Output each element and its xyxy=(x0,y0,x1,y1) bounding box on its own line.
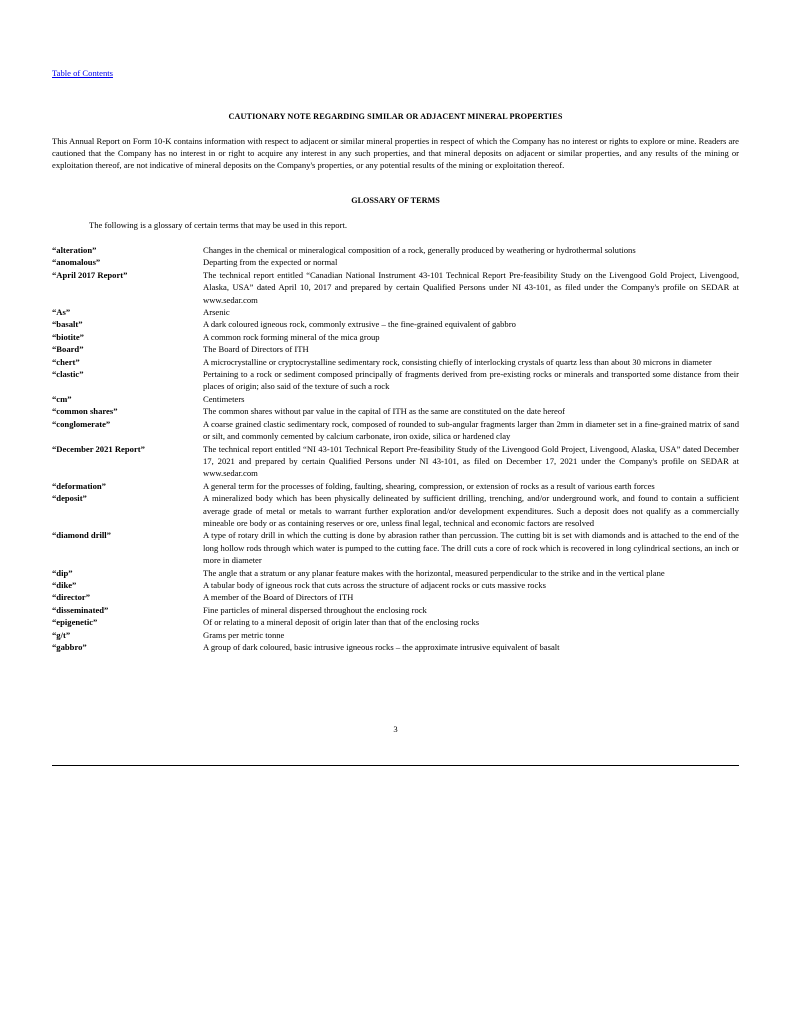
glossary-row xyxy=(52,443,739,480)
table-of-contents-link[interactable]: Table of Contents xyxy=(52,68,113,78)
glossary-definition: A dark coloured igneous rock, commonly extrusive – the fine-grained equivalent of gabbro xyxy=(203,319,516,330)
glossary-term: “diamond drill” xyxy=(52,530,111,541)
glossary-definition: A general term for the processes of folding, faulting, shearing, compression, or extension of rocks as a result of various earth forces xyxy=(203,480,655,491)
glossary-term: “Board” xyxy=(52,344,84,355)
glossary-term: “chert” xyxy=(52,356,80,367)
glossary-row xyxy=(52,616,739,628)
glossary-term: “dike” xyxy=(52,579,77,590)
glossary-term: “April 2017 Report” xyxy=(52,269,128,280)
glossary-definition: The technical report entitled “NI 43-101 Technical Report Pre-feasibility Study of the Livengood Gold Project, Livengood, Alaska, USA” dated December 17, 2021 and prepared by certain Qualified Persons under NI 43-101, as filed on December 17, 2021 under the Company's profile on SEDAR at www.sedar.com xyxy=(203,443,739,479)
glossary-definition: Changes in the chemical or mineralogical composition of a rock, generally produced by weathering or hydrothermal solutions xyxy=(203,245,636,255)
glossary-term: “alteration” xyxy=(52,245,97,255)
glossary-row xyxy=(52,567,739,579)
glossary-row xyxy=(52,405,739,417)
glossary-row xyxy=(52,256,739,268)
glossary-definition: Pertaining to a rock or sediment composed principally of fragments derived from pre-existing rocks or minerals and transported some distance from their places of origin; also said of the texture of such a rock xyxy=(203,369,739,392)
glossary-row xyxy=(52,604,739,616)
glossary-definition: Of or relating to a mineral deposit of origin later than that of the enclosing rocks xyxy=(203,617,480,628)
glossary-row xyxy=(52,306,739,318)
glossary-definition: Arsenic xyxy=(203,307,230,318)
glossary-definition: The common shares without par value in the capital of ITH as the same are constituted on the date hereof xyxy=(203,406,566,417)
glossary-row xyxy=(52,480,739,492)
glossary-row xyxy=(52,368,739,393)
glossary-row xyxy=(52,591,739,603)
glossary-row xyxy=(52,418,739,443)
glossary-row xyxy=(52,529,739,566)
glossary-definition: The Board of Directors of ITH xyxy=(203,344,309,355)
glossary-term: “As” xyxy=(52,307,71,318)
glossary-term: “dip” xyxy=(52,567,73,578)
glossary-lead: The following is a glossary of certain terms that may be used in this report. xyxy=(89,220,347,230)
glossary-term: “deposit” xyxy=(52,493,87,504)
glossary-term: “deformation” xyxy=(52,480,106,491)
glossary-definition: A microcrystalline or cryptocrystalline sedimentary rock, consisting chiefly of interlocking crystals of quartz less than about 30 microns in diameter xyxy=(203,356,712,367)
glossary-definition: A mineralized body which has been physically delineated by sufficient drilling, trenching, and/or underground work, and found to contain a sufficient average grade of metal or metals to warrant further exploration and/or development expenditures. Such a deposit does not qualify as a commercially mineable ore body or as containing reserves or ore, unless final legal, technical and economic factors are resolved xyxy=(203,493,739,528)
glossary-term: “conglomerate” xyxy=(52,418,111,429)
glossary-row xyxy=(52,331,739,343)
glossary-term: “gabbro” xyxy=(52,642,87,652)
glossary-definition: A member of the Board of Directors of ITH xyxy=(203,592,354,603)
glossary-row xyxy=(52,629,739,641)
glossary-term: “epigenetic” xyxy=(52,617,98,628)
glossary-heading: GLOSSARY OF TERMS xyxy=(351,196,440,205)
glossary-definition: Grams per metric tonne xyxy=(203,629,285,640)
glossary-term: “clastic” xyxy=(52,369,84,380)
glossary-definition: A group of dark coloured, basic intrusive igneous rocks – the approximate intrusive equivalent of basalt xyxy=(203,642,560,652)
glossary-definition: A common rock forming mineral of the mica group xyxy=(203,331,380,342)
glossary-row xyxy=(52,269,739,306)
glossary-row xyxy=(52,492,739,529)
glossary-definition: A tabular body of igneous rock that cuts across the structure of adjacent rocks or cuts massive rocks xyxy=(203,579,546,590)
glossary-row xyxy=(52,318,739,330)
glossary-row xyxy=(52,343,739,355)
glossary-row xyxy=(52,244,739,256)
glossary-definition: Departing from the expected or normal xyxy=(203,257,338,268)
glossary-term: “common shares” xyxy=(52,406,118,417)
glossary-definition: Fine particles of mineral dispersed throughout the enclosing rock xyxy=(203,604,427,615)
glossary-definition: Centimeters xyxy=(203,393,245,404)
cautionary-paragraph: This Annual Report on Form 10-K contains information with respect to adjacent or similar mineral properties in respect of which the Company has no interest or rights to explore or mine. Readers are cautioned that the Company has no interest in or right to acquire any interest in any such properties, and that mineral deposits on adjacent or similar properties, and any results of the mining or exploitation thereof, are not indicative of mineral deposits on the Company's properties, or any potential results of the mining or exploitation thereof. xyxy=(52,136,739,170)
cautionary-heading: CAUTIONARY NOTE REGARDING SIMILAR OR ADJACENT MINERAL PROPERTIES xyxy=(228,112,563,121)
glossary-term: “anomalous” xyxy=(52,257,101,268)
glossary-definition: The technical report entitled “Canadian National Instrument 43-101 Technical Report Pre-feasibility Study on the Livengood Gold Project, Livengood, Alaska, USA” dated April 10, 2017 and prepared by certain Qualified Persons under NI 43-101, as filed under the Company's profile on SEDAR at www.sedar.com xyxy=(203,269,739,305)
glossary-definition: A coarse grained clastic sedimentary rock, composed of rounded to sub-angular fragments larger than 2mm in diameter set in a fine-grained matrix of sand or silt, and commonly cemented by calcium carbonate, iron oxide, silica or hardened clay xyxy=(203,418,739,442)
glossary-row xyxy=(52,393,739,405)
glossary-term: “disseminated” xyxy=(52,604,109,615)
glossary-term: “December 2021 Report” xyxy=(52,443,145,454)
glossary-term: “cm” xyxy=(52,393,72,404)
page-number: 3 xyxy=(393,724,398,734)
glossary-row xyxy=(52,641,739,653)
glossary-definition: A type of rotary drill in which the cutting is done by abrasion rather than percussion. The cutting bit is set with diamonds and is attached to the end of the long hollow rods through which water is pumped to the cutting face. The drill cuts a core of rock which is recovered in long cylindrical sections, an inch or more in diameter xyxy=(203,530,739,566)
glossary-term: “director” xyxy=(52,592,91,603)
glossary-term: “biotite” xyxy=(52,331,84,342)
glossary-list xyxy=(52,244,739,653)
glossary-term: “g/t” xyxy=(52,629,71,640)
glossary-definition: The angle that a stratum or any planar feature makes with the horizontal, measured perpendicular to the strike and in the vertical plane xyxy=(203,567,665,578)
glossary-term: “basalt” xyxy=(52,319,83,330)
glossary-row xyxy=(52,579,739,591)
glossary-row xyxy=(52,356,739,368)
page-divider xyxy=(52,765,739,766)
